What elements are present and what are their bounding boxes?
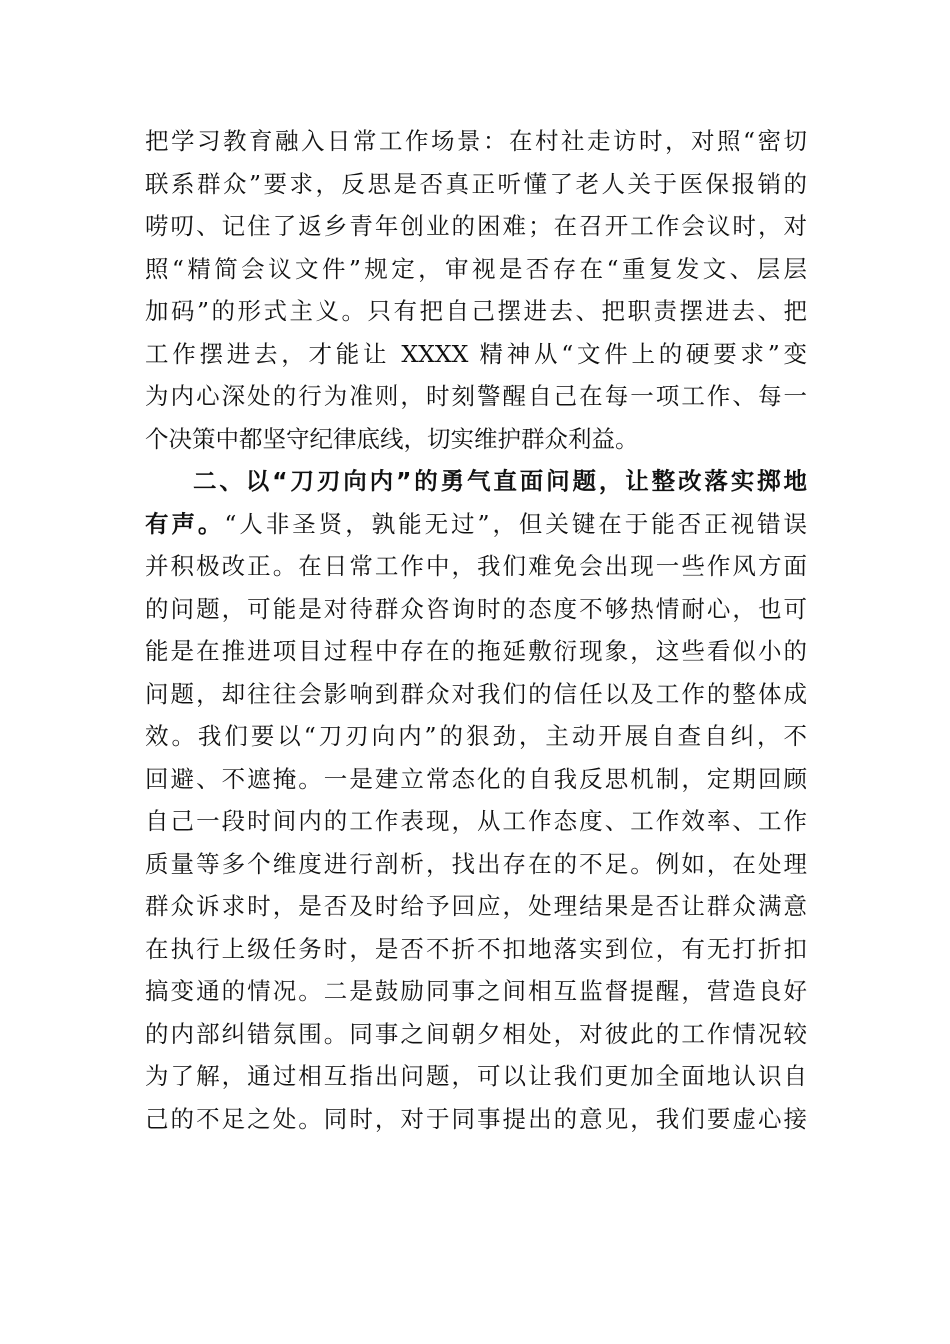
- text-line: 加码”的形式主义。只有把自己摆进去、把职责摆进去、把: [145, 297, 807, 325]
- text-line: 的问题，可能是对待群众咨询时的态度不够热情耐心，也可: [145, 594, 807, 623]
- text-line: 搞变通的情况。二是鼓励同事之间相互监督提醒，营造良好: [145, 977, 807, 1005]
- text-line: 质量等多个维度进行剖析，找出存在的不足。例如，在处理: [145, 849, 807, 878]
- text-line: 己的不足之处。同时，对于同事提出的意见，我们要虚心接: [145, 1104, 807, 1133]
- body-text: [145, 120, 807, 1140]
- section-heading-end: 有声。: [145, 509, 225, 538]
- text-line: 效。我们要以“刀刃向内”的狠劲，主动开展自查自纠，不: [145, 722, 807, 750]
- text-line: 并积极改正。在日常工作中，我们难免会出现一些作风方面: [145, 552, 807, 580]
- text-line: 回避、不遮掩。一是建立常态化的自我反思机制，定期回顾: [145, 764, 807, 793]
- text-line: 唠叨、记住了返乡青年创业的困难；在召开工作会议时，对: [145, 212, 807, 240]
- text-line: 在执行上级任务时，是否不折不扣地落实到位，有无打折扣: [145, 934, 807, 963]
- text-line: 群众诉求时，是否及时给予回应，处理结果是否让群众满意: [145, 892, 807, 920]
- text-line: 为了解，通过相互指出问题，可以让我们更加全面地认识自: [145, 1062, 807, 1090]
- text-line: 联系群众”要求，反思是否真正听懂了老人关于医保报销的: [145, 169, 807, 198]
- text-run: “人非圣贤，孰能无过”，但关键在于能否正视错误: [224, 509, 808, 538]
- text-line: [145, 503, 807, 546]
- text-line: 问题，却往往会影响到群众对我们的信任以及工作的整体成: [145, 679, 807, 708]
- paragraph-1: [145, 120, 807, 460]
- text-line: 工作摆进去，才能让 XXXX 精神从“文件上的硬要求”变: [145, 339, 807, 368]
- text-line: 自己一段时间内的工作表现，从工作态度、工作效率、工作: [145, 807, 807, 835]
- section-heading: 二、以“刀刃向内”的勇气直面问题，让整改落实掷地: [193, 467, 807, 495]
- text-line: 的内部纠错氛围。同事之间朝夕相处，对彼此的工作情况较: [145, 1019, 807, 1048]
- text-line: 为内心深处的行为准则，时刻警醒自己在每一项工作、每一: [145, 382, 807, 410]
- text-line: 照“精简会议文件”规定，审视是否存在“重复发文、层层: [145, 254, 807, 283]
- text-line: 能是在推进项目过程中存在的拖延敷衍现象，这些看似小的: [145, 637, 807, 665]
- paragraph-2: [145, 460, 807, 1140]
- text-line: 把学习教育融入日常工作场景：在村社走访时，对照“密切: [145, 127, 807, 155]
- text-line: 个决策中都坚守纪律底线，切实维护群众利益。: [145, 424, 639, 453]
